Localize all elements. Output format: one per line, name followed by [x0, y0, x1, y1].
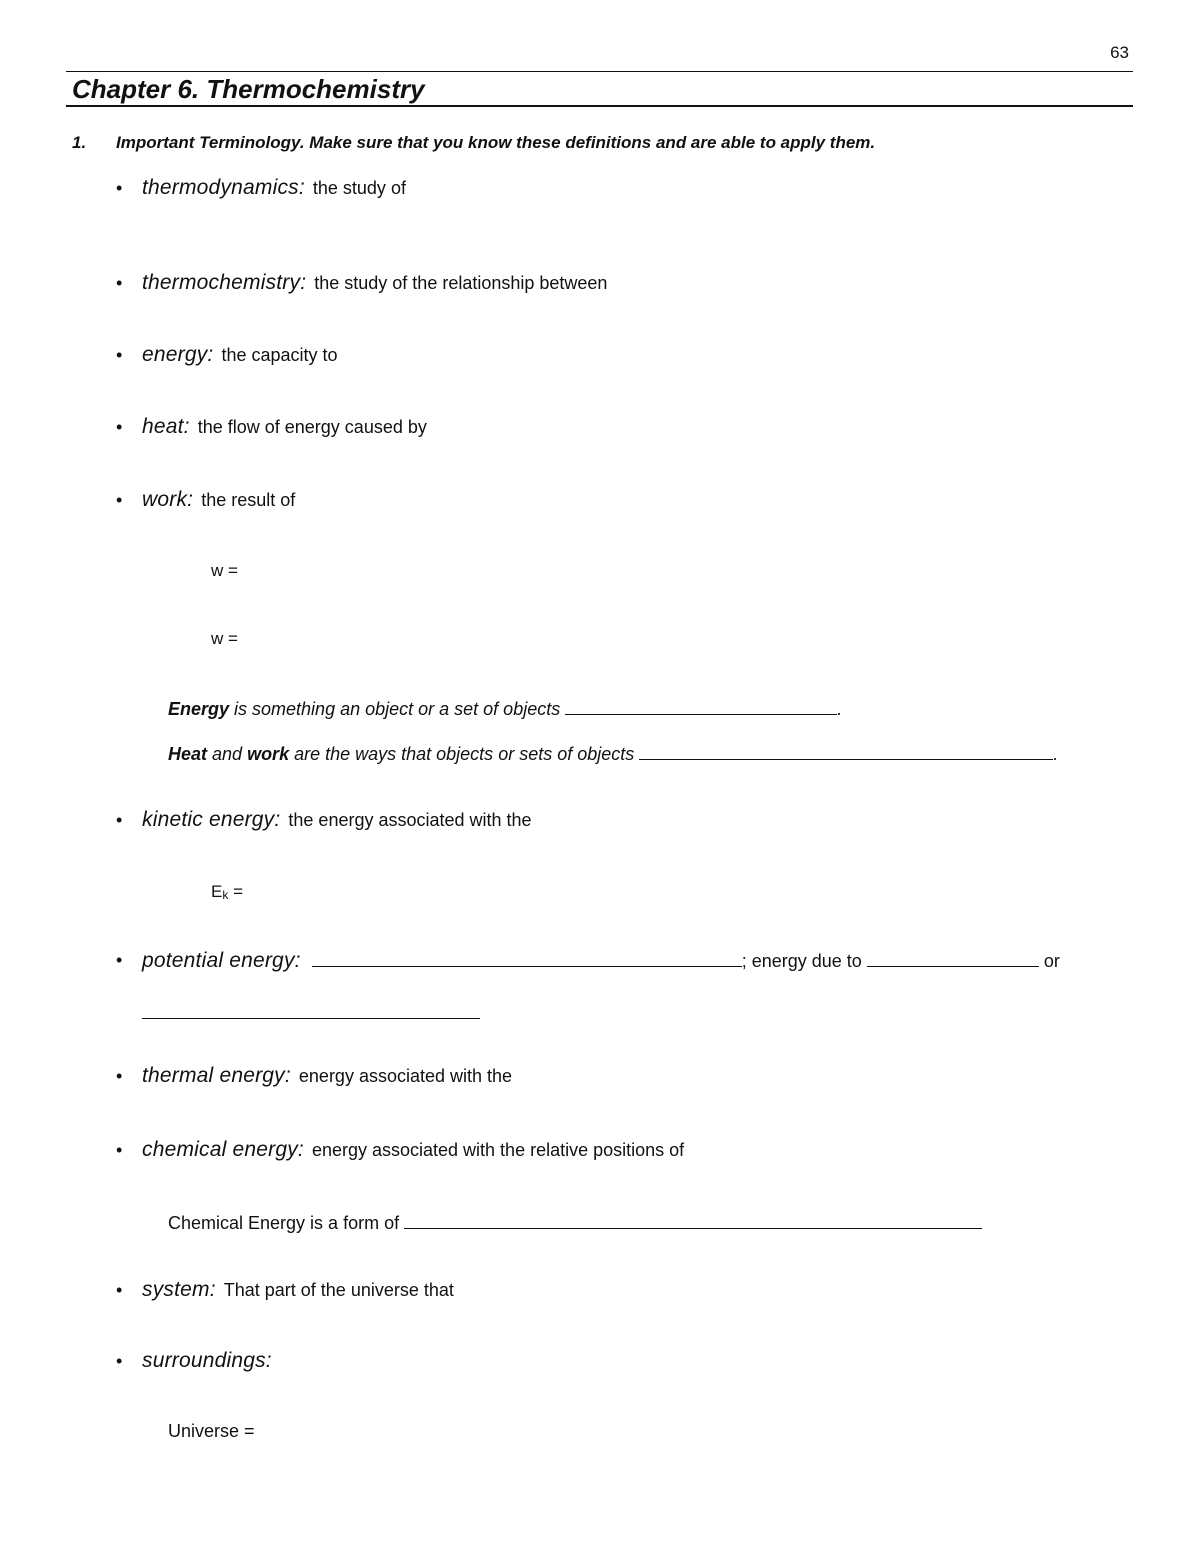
term-work: [142, 488, 295, 512]
heat-work-statement-text: are the ways that objects or sets of objects: [289, 744, 635, 764]
work-equation-2: w =: [211, 629, 238, 648]
chapter-title: Chapter 6. Thermochemistry: [72, 74, 425, 104]
header-rule-top: [66, 71, 1133, 72]
period: .: [837, 699, 843, 719]
term-label: potential energy:: [142, 949, 301, 972]
term-definition: energy associated with the: [298, 1066, 513, 1086]
term-heat: [142, 415, 427, 439]
term-label: energy:: [142, 343, 214, 366]
bullet-glyph: •: [116, 1140, 123, 1160]
term-chemical-energy: [142, 1138, 684, 1162]
potential-answer-blank-1[interactable]: [312, 948, 742, 967]
term-label: heat:: [142, 415, 190, 438]
term-label: surroundings:: [142, 1349, 272, 1372]
chemical-energy-answer-blank[interactable]: [404, 1210, 982, 1229]
work-equation-1: w =: [211, 561, 238, 580]
term-definition: the flow of energy caused by: [197, 417, 427, 437]
bullet-glyph: •: [116, 1351, 123, 1371]
bullet-glyph: •: [116, 273, 123, 293]
term-label: kinetic energy:: [142, 808, 281, 831]
bullet-glyph: •: [116, 178, 123, 198]
section-number: 1.: [72, 133, 87, 152]
ek-subscript: k: [222, 888, 229, 902]
header-rule-bottom: [66, 105, 1133, 107]
work-bold: work: [247, 744, 290, 764]
or-text: or: [1043, 951, 1060, 971]
term-definition: That part of the universe that: [223, 1280, 454, 1300]
term-kinetic-energy: [142, 808, 532, 832]
term-definition: energy associated with the relative positions of: [311, 1140, 685, 1160]
section-heading: [72, 133, 875, 153]
universe-equation: Universe =: [168, 1421, 255, 1441]
ek-symbol: E: [211, 882, 223, 901]
term-definition: the result of: [201, 490, 296, 510]
term-label: thermochemistry:: [142, 271, 307, 294]
term-energy: [142, 343, 338, 367]
potential-answer-blank-3[interactable]: [142, 1000, 480, 1019]
kinetic-energy-equation: [211, 882, 243, 902]
term-definition: ; energy due to: [741, 951, 862, 971]
term-system: [142, 1278, 454, 1302]
term-definition: the study of: [312, 178, 406, 198]
heat-bold: Heat: [168, 744, 208, 764]
energy-statement: [168, 696, 842, 720]
term-label: thermodynamics:: [142, 176, 305, 199]
bullet-glyph: •: [116, 1280, 123, 1300]
energy-statement-text: is something an object or a set of objects: [229, 699, 561, 719]
energy-answer-blank[interactable]: [565, 696, 837, 715]
bullet-glyph: •: [116, 345, 123, 365]
bullet-glyph: •: [116, 417, 123, 437]
term-surroundings: [142, 1349, 272, 1373]
term-label: chemical energy:: [142, 1138, 304, 1161]
heat-work-statement: [168, 741, 1058, 765]
period: .: [1053, 744, 1059, 764]
potential-answer-blank-2[interactable]: [867, 948, 1039, 967]
bullet-glyph: •: [116, 810, 123, 830]
energy-bold: Energy: [168, 699, 230, 719]
term-definition: the energy associated with the: [288, 810, 532, 830]
term-definition: the study of the relationship between: [314, 273, 608, 293]
heat-work-answer-blank[interactable]: [639, 741, 1053, 760]
section-text: Important Terminology. Make sure that you know these definitions and are able to apply them.: [116, 133, 876, 152]
term-potential-energy: [142, 948, 1060, 973]
and-text: and: [207, 744, 248, 764]
term-definition: the capacity to: [221, 345, 338, 365]
term-label: work:: [142, 488, 194, 511]
page-number: 63: [1110, 43, 1129, 62]
term-thermodynamics: [142, 176, 406, 200]
term-label: system:: [142, 1278, 216, 1301]
chemical-energy-statement: [168, 1210, 982, 1234]
term-label: thermal energy:: [142, 1064, 291, 1087]
term-thermal-energy: [142, 1064, 512, 1088]
bullet-glyph: •: [116, 950, 123, 970]
term-thermochemistry: [142, 271, 607, 295]
chemical-energy-statement-text: Chemical Energy is a form of: [168, 1213, 400, 1233]
ek-equals: =: [228, 882, 243, 901]
bullet-glyph: •: [116, 490, 123, 510]
bullet-glyph: •: [116, 1066, 123, 1086]
